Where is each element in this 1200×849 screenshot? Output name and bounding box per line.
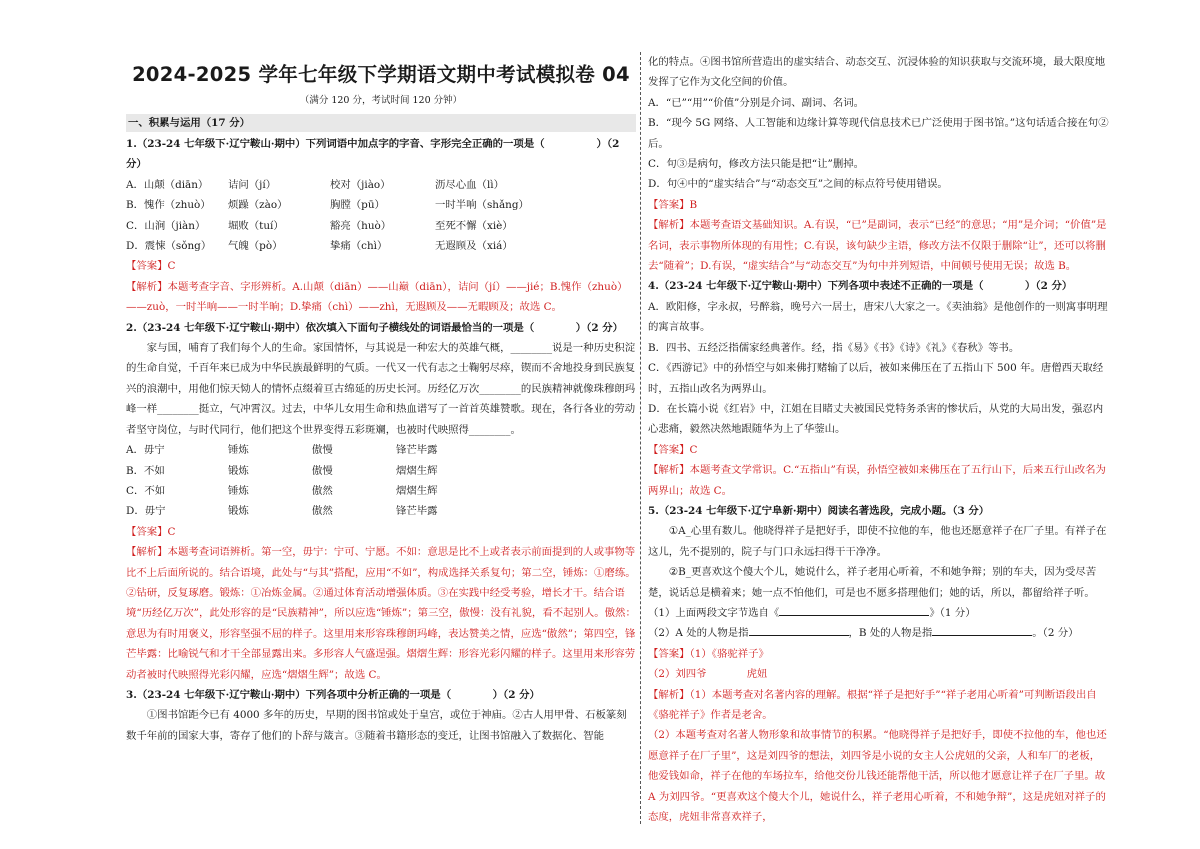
question-1-answer: 【答案】C <box>126 260 176 273</box>
option-text: 锻炼 <box>228 464 249 477</box>
option-text: D．毋宁 <box>126 505 166 518</box>
option-text: A．山颠（diān） <box>126 178 209 191</box>
option-text: 校对（jiào） <box>330 178 391 191</box>
question-2-options <box>126 440 636 522</box>
option-text: C．山涧（jiàn） <box>126 219 206 232</box>
question-1-stem: 1.（23-24 七年级下·辽宁鞍山·期中）下列词语中加点字的字音、字形完全正确的一项是（ ）（2 分） <box>126 138 620 171</box>
option-text: 诘问（jí） <box>228 178 277 191</box>
option-text: 豁亮（huò） <box>330 219 392 232</box>
question-5-passage-1: ①A_心里有数儿。他晓得祥子是把好手，即使不拉他的车，他也还愿意祥子在厂子里。有祥子在这儿，先不提别的，院子与门口永远扫得干干净净。 <box>648 525 1107 558</box>
question-3-passage: ①图书馆距今已有 4000 多年的历史，早期的图书馆或处于皇宫，或位于神庙。②古人用甲骨、石板篆刻数千年前的国家大事，寄存了他们的卜辞与箴言。③随着书籍形态的变迁，让图书馆融入了数据化、智能 <box>126 709 627 742</box>
question-4-answer: 【答案】C <box>648 443 698 456</box>
option-text: B．愧作（zhuò） <box>126 199 211 212</box>
right-column <box>648 52 1110 827</box>
question-3-stem: 3.（23-24 七年级下·辽宁鞍山·期中）下列各项中分析正确的一项是（ ）（2 分） <box>126 688 540 701</box>
question-5-sub-1: （1）上面两段文字节选自《 》（1 分） <box>648 603 1110 623</box>
option-text: 熠熠生辉 <box>396 484 438 497</box>
exam-info: （满分 120 分，考试时间 120 分钟） <box>299 95 463 106</box>
question-3-answer: 【答案】B <box>648 198 698 211</box>
section-heading: 一、积累与运用（17 分） <box>126 114 636 132</box>
question-4-option: C．《西游记》中的孙悟空与如来佛打赌输了以后，被如来佛压在了五指山下 500 年。唐僧西天取经时，五指山改名为两界山。 <box>648 362 1104 395</box>
option-text: A．毋宁 <box>126 444 165 457</box>
option-text: 熠熠生辉 <box>396 464 438 477</box>
question-3-option: C．句③是病句，修改方法只能是把“让”删掉。 <box>648 158 864 171</box>
question-1-explanation: 【解析】本题考查字音、字形辨析。A.山颠（diān）——山巅（diān），诘问（jí）——jié；B.愧作（zhuò）——zuò，一时半响——一时半晌；D.挚痛（chì）——zhì，无遐顾及——无暇顾及；故选 C。 <box>126 280 628 314</box>
question-5-answer-2: （2）刘四爷 虎妞 <box>648 668 768 681</box>
option-text: D．震悚（sǒng） <box>126 240 212 253</box>
option-text: 一时半响（shǎng） <box>435 199 529 212</box>
option-text: 至死不懈（xiè） <box>435 219 513 232</box>
option-text: 锻炼 <box>228 505 249 518</box>
option-text: 锋芒毕露 <box>396 505 438 518</box>
option-text: 傲慢 <box>312 464 333 477</box>
question-2-stem: 2.（23-24 七年级下·辽宁鞍山·期中）依次填入下面句子横线处的词语最恰当的一项是（ ）（2 分） <box>126 321 623 334</box>
answer-blank <box>932 623 1032 636</box>
question-4-explanation: 【解析】本题考查文学常识。C.“五指山”有误，孙悟空被如来佛压在了五行山下，后来五行山改名为两界山；故选 C。 <box>648 464 1106 497</box>
question-2-answer: 【答案】C <box>126 525 176 538</box>
question-5-explanation-2: （2）本题考查对名著人物形象和故事情节的积累。“他晓得祥子是把好手，即使不拉他的车，他也还愿意祥子在厂子里”，这是刘四爷的想法，刘四爷是小说的女主人公虎妞的父亲，人和车厂的老板，他爱钱如命，祥子在他的车场拉车，给他交份儿钱还能帮他干活，所以他才愿意让祥子在厂子里。故 A 为刘四爷。“更喜欢这个傻大个儿，她说什么，祥子老用心听着，不和她争辩”，这是虎妞对祥子的态度，虎妞非常喜欢祥子， <box>648 729 1107 824</box>
option-text: 锤炼 <box>228 444 249 457</box>
answer-blank <box>779 603 929 616</box>
option-text: 傲然 <box>312 484 333 497</box>
question-3-explanation: 【解析】本题考查语文基础知识。A.有误，“已”是副词，表示“已经”的意思；“用”是介词；“价值”是名词，表示事物所体现的有用性；C.有误，该句缺少主语，修改方法不仅限于删除“让”，还可以将删去“随着”；D.有误，“虚实结合”与“动态交互”为句中并列短语，中间顿号使用无误；故选 B。 <box>648 219 1107 273</box>
question-5-sub-2: （2）A 处的人物是指 ，B 处的人物是指 。（2 分） <box>648 623 1110 643</box>
question-1-options <box>126 175 636 257</box>
option-text: 气魄（pò） <box>228 240 283 253</box>
option-text: 胸膛（pū） <box>330 199 385 212</box>
question-4-option: A．欧阳修，字永叔，号醉翁，晚号六一居士，唐宋八大家之一。《卖油翁》是他创作的一则寓事明理的寓言故事。 <box>648 300 1108 334</box>
option-text: 挚痛（chì） <box>330 240 388 253</box>
option-text: 锤炼 <box>228 484 249 497</box>
left-column <box>126 52 636 746</box>
option-text: 烦躁（zào） <box>228 199 288 212</box>
option-text: B．不如 <box>126 464 165 477</box>
question-3-option: B．“现今 5G 网络、人工智能和边缘计算等现代信息技术已广泛使用于图书馆。”这句话适合接在句②后。 <box>648 117 1109 150</box>
question-4-option: D．在长篇小说《红岩》中，江姐在目睹丈夫被国民党特务杀害的惨状后，从党的大局出发，强忍内心悲痛，毅然决然地跟随华为上了华蓥山。 <box>648 402 1104 436</box>
question-4-stem: 4.（23-24 七年级下·辽宁鞍山·期中）下列各项中表述不正确的一项是（ ）（2 分） <box>648 280 1073 293</box>
option-text: 锋芒毕露 <box>396 444 438 457</box>
column-divider <box>640 52 641 824</box>
question-2-passage: 家与国，哺育了我们每个人的生命。家国情怀，与其说是一种宏大的英雄气概，________说是一种历史积淀的生命自觉，千百年来已成为中华民族最鲜明的气质。一代又一代有志之士鞠躬尽瘁，锲而不舍地投身到民族复兴的浪潮中，用他们惊天恸人的情怀点缀着亘古绵延的历史长河。历经亿万次________的民族精神就像珠穆朗玛峰一样________挺立，气冲霄汉。过去，中华儿女用生命和热血谱写了一首首英雄赞歌。现在，各行各业的劳动者坚守岗位，与时代同行，他们把这个世界变得五彩斑斓，也被时代映照得________。 <box>126 342 636 436</box>
question-4-option: B．四书、五经泛指儒家经典著作。经，指《易》《书》《诗》《礼》《春秋》等书。 <box>648 341 1020 354</box>
option-text: 傲然 <box>312 505 333 518</box>
answer-blank <box>749 623 849 636</box>
page-title: 2024-2025 学年七年级下学期语文期中考试模拟卷 04 <box>132 63 630 86</box>
option-text: 沥尽心血（lì） <box>435 178 504 191</box>
question-3-option: A．“已”“用”“价值”分别是介词、副词、名词。 <box>648 96 865 109</box>
question-3-passage-cont: 化的特点。④图书馆所营造出的虚实结合、动态交互、沉浸体验的知识获取与交流环境，最大限度地发挥了它作为文化空间的价值。 <box>648 56 1106 89</box>
question-3-option: D．句④中的“虚实结合”与“动态交互”之间的标点符号使用错误。 <box>648 178 948 191</box>
option-text: 无遐顾及（xiá） <box>435 240 513 253</box>
question-5-explanation-1: 【解析】（1）本题考查对名著内容的理解。根据“祥子是把好手”“祥子老用心听着”可判断语段出自《骆驼祥子》作者是老舍。 <box>648 688 1097 721</box>
option-text: 傲慢 <box>312 444 333 457</box>
option-text: 堀败（tuí） <box>228 219 284 232</box>
question-5-answer-1: 【答案】（1）《骆驼祥子》 <box>648 647 769 660</box>
question-2-explanation: 【解析】本题考查词语辨析。第一空，毋宁：宁可、宁愿。不如：意思是比不上或者表示前面提到的人或事物等比不上后面所说的。结合语境，此处与“与其”搭配，应用“不如”，构成选择关系复句；第二空，锤炼：①磨练。②钻研，反复琢磨。锻炼：①冶炼金属。②通过体育活动增强体质。③在实践中经受考验，增长才干。结合语境“历经亿万次”，此处形容的是“民族精神”，所以应选“锤炼”；第三空，傲慢：没有礼貌，看不起别人。傲然：意思为有时用褒义，形容坚强不屈的样子。这里用来形容珠穆朗玛峰，表达赞美之情，应选“傲然”；第四空，锋芒毕露：比喻锐气和才干全部显露出来。多形容人气盛逞强。熠熠生辉：形容光彩闪耀的样子。这里用来形容劳动者被时代映照得光彩闪耀，应选“熠熠生辉”；故选 C。 <box>126 546 636 681</box>
question-5-stem: 5.（23-24 七年级下·辽宁阜新·期中）阅读名著选段，完成小题。（3 分） <box>648 504 990 517</box>
option-text: C．不如 <box>126 484 166 497</box>
question-5-passage-2: ②B_更喜欢这个傻大个儿，她说什么，祥子老用心听着，不和她争辩；别的车夫，因为受尽苦楚，说话总是横着来；她一点不怕他们，可是也不愿多搭理他们；她的话，所以，都留给祥子听。 <box>648 566 1097 599</box>
